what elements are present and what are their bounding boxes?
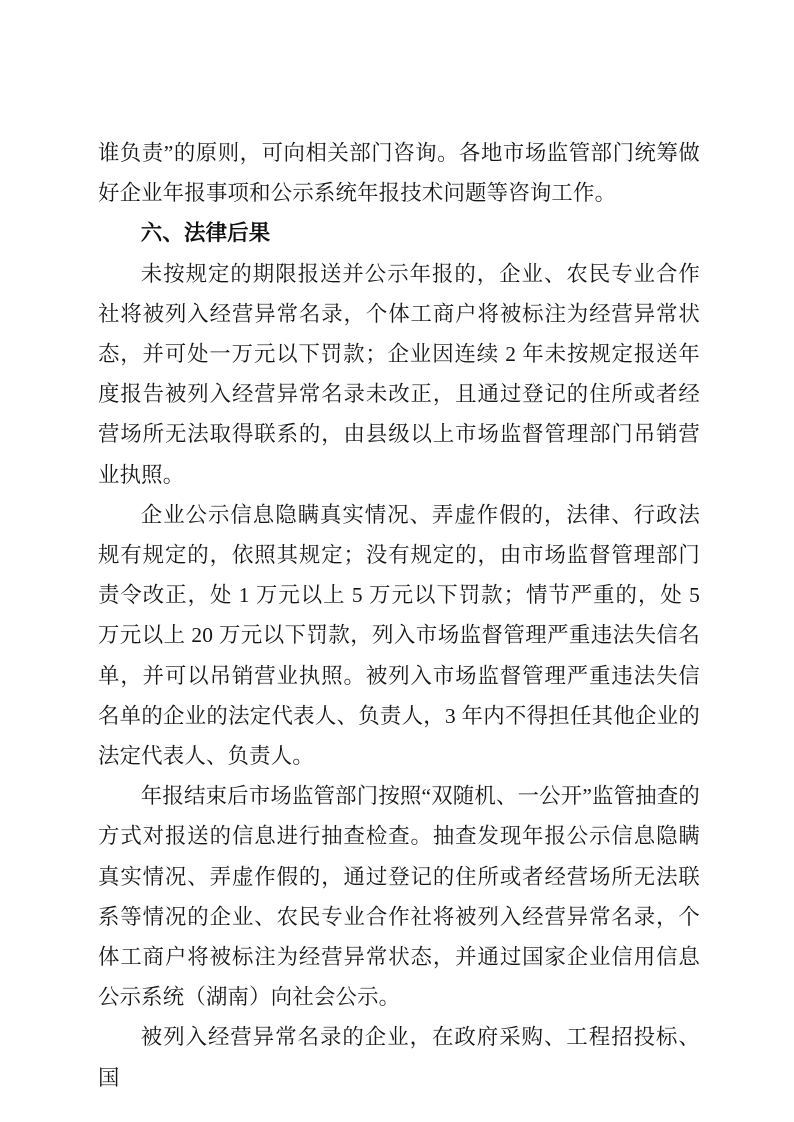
paragraph: 企业公示信息隐瞒真实情况、弄虚作假的，法律、行政法规有规定的，依照其规定；没有规定的，由市场监督管理部门责令改正，处 1 万元以上 5 万元以下罚款；情节严重的，处 5 万元以上 20 万元以下罚款，列入市场监督管理严重违法失信名单，并可以吊销营业执照。被列入市场监督管理严重违法失信名单的企业的法定代表人、负责人，3 年内不得担任其他企业的法定代表人、负责人。 bbox=[98, 502, 700, 769]
paragraph: 年报结束后市场监管部门按照“双随机、一公开”监管抽查的方式对报送的信息进行抽查检查。抽查发现年报公示信息隐瞒真实情况、弄虚作假的，通过登记的住所或者经营场所无法联系等情况的企业、农民专业合作社将被列入经营异常名录，个体工商户将被标注为经营异常状态，并通过国家企业信用信息公示系统（湖南）向社会公示。 bbox=[98, 784, 700, 1010]
document-text-block bbox=[98, 112, 700, 1098]
paragraph: 未按规定的期限报送并公示年报的，企业、农民专业合作社将被列入经营异常名录，个体工商户将被标注为经营异常状态，并可处一万元以下罚款；企业因连续 2 年未按规定报送年度报告被列入经营异常名录未改正，且通过登记的住所或者经营场所无法取得联系的，由县级以上市场监督管理部门吊销营业执照。 bbox=[98, 261, 700, 487]
section-heading: 六、法律后果 bbox=[140, 221, 271, 246]
paragraph-continuation: 谁负责”的原则，可向相关部门咨询。各地市场监管部门统筹做好企业年报事项和公示系统年报技术问题等咨询工作。 bbox=[98, 141, 700, 206]
paragraph: 被列入经营异常名录的企业，在政府采购、工程招投标、国 bbox=[98, 1025, 700, 1090]
